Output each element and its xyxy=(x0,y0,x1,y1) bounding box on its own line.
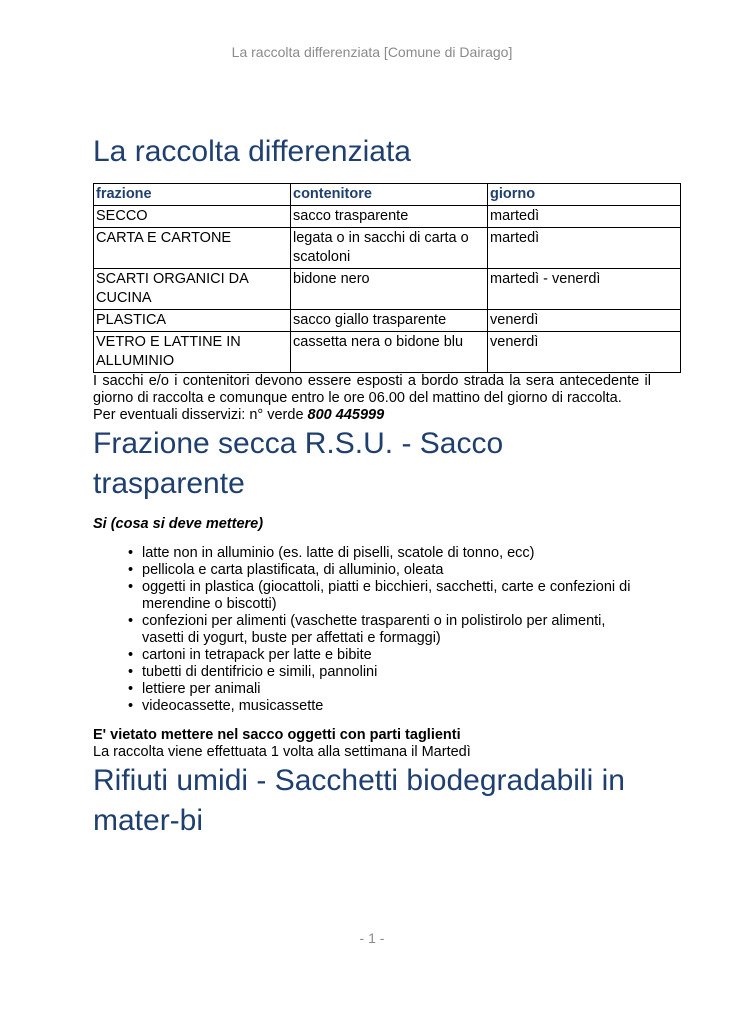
frazione-cell: CARTA E CARTONE xyxy=(94,228,291,269)
bullet-icon: • xyxy=(128,647,134,663)
giorno-cell: martedì xyxy=(488,228,681,269)
list-item-text: tubetti di dentifricio e simili, pannolini xyxy=(142,664,378,680)
contact-line xyxy=(93,407,651,424)
frazione-cell: VETRO E LATTINE IN ALLUMINIO xyxy=(94,332,291,373)
section-title-umidi: Rifiuti umidi - Sacchetti biodegradabili in mater-bi xyxy=(93,764,625,837)
bullet-icon: • xyxy=(128,562,134,578)
bullet-icon: • xyxy=(128,613,134,629)
list-item-text: videocassette, musicassette xyxy=(142,698,324,714)
toll-free-number: 800 445999 xyxy=(307,407,385,423)
table-header-row xyxy=(94,184,681,206)
giorno-cell: venerdì xyxy=(488,332,681,373)
contenitore-cell: cassetta nera o bidone blu xyxy=(291,332,488,373)
column-header: frazione xyxy=(94,184,291,206)
contenitore-cell: sacco trasparente xyxy=(291,206,488,228)
list-item-text: cartoni in tetrapack per latte e bibite xyxy=(142,647,372,663)
list-item-text: oggetti in plastica (giocattoli, piatti e bicchieri, sacchetti, carte e confezioni di merendine o biscotti) xyxy=(142,579,631,612)
page-header: La raccolta differenziata [Comune di Dairago] xyxy=(231,44,513,60)
list-item xyxy=(128,579,651,613)
list-item xyxy=(128,647,651,664)
list-item xyxy=(128,562,651,579)
list-item-text: confezioni per alimenti (vaschette trasparenti o in polistirolo per alimenti, vasetti di yogurt, buste per affettati e formaggi) xyxy=(142,613,606,646)
list-item-text: lettiere per animali xyxy=(142,681,261,697)
column-header: giorno xyxy=(488,184,681,206)
frazione-cell: PLASTICA xyxy=(94,310,291,332)
schedule-text: La raccolta viene effettuata 1 volta alla settimana il Martedì xyxy=(93,744,471,760)
section-title-secca: Frazione secca R.S.U. - Sacco trasparente xyxy=(93,427,504,500)
giorno-cell: martedì xyxy=(488,206,681,228)
column-header: contenitore xyxy=(291,184,488,206)
list-item-text: latte non in alluminio (es. latte di piselli, scatole di tonno, ecc) xyxy=(142,545,535,561)
list-item xyxy=(128,681,651,698)
list-item xyxy=(128,613,651,647)
exposure-note: I sacchi e/o i contenitori devono essere esposti a bordo strada la sera antecedente il giorno di raccolta e comunque entro le ore 06.00 del mattino del giorno di raccolta. xyxy=(93,373,651,406)
table-row xyxy=(94,310,681,332)
bullet-icon: • xyxy=(128,664,134,680)
giorno-cell: martedì - venerdì xyxy=(488,269,681,310)
table-row xyxy=(94,206,681,228)
contenitore-cell: legata o in sacchi di carta o scatoloni xyxy=(291,228,488,269)
list-item xyxy=(128,664,651,681)
section-title-raccolta: La raccolta differenziata xyxy=(93,135,411,168)
warning-text: E' vietato mettere nel sacco oggetti con parti taglienti xyxy=(93,727,461,743)
allowed-subtitle: Si (cosa si deve mettere) xyxy=(93,516,264,532)
list-item xyxy=(128,545,651,562)
contenitore-cell: sacco giallo trasparente xyxy=(291,310,488,332)
list-item-text: pellicola e carta plastificata, di alluminio, oleata xyxy=(142,562,444,578)
list-item xyxy=(128,698,651,715)
table-row xyxy=(94,332,681,373)
contact-prefix: Per eventuali disservizi: n° verde xyxy=(93,407,308,423)
bullet-icon: • xyxy=(128,681,134,697)
table-row xyxy=(94,269,681,310)
table-row xyxy=(94,228,681,269)
allowed-items-list xyxy=(93,545,651,715)
frazione-cell: SECCO xyxy=(94,206,291,228)
giorno-cell: venerdì xyxy=(488,310,681,332)
bullet-icon: • xyxy=(128,545,134,561)
collection-table xyxy=(93,183,681,373)
document-body xyxy=(93,132,651,841)
contenitore-cell: bidone nero xyxy=(291,269,488,310)
page-number: - 1 - xyxy=(359,930,385,946)
frazione-cell: SCARTI ORGANICI DA CUCINA xyxy=(94,269,291,310)
bullet-icon: • xyxy=(128,579,134,595)
bullet-icon: • xyxy=(128,698,134,714)
